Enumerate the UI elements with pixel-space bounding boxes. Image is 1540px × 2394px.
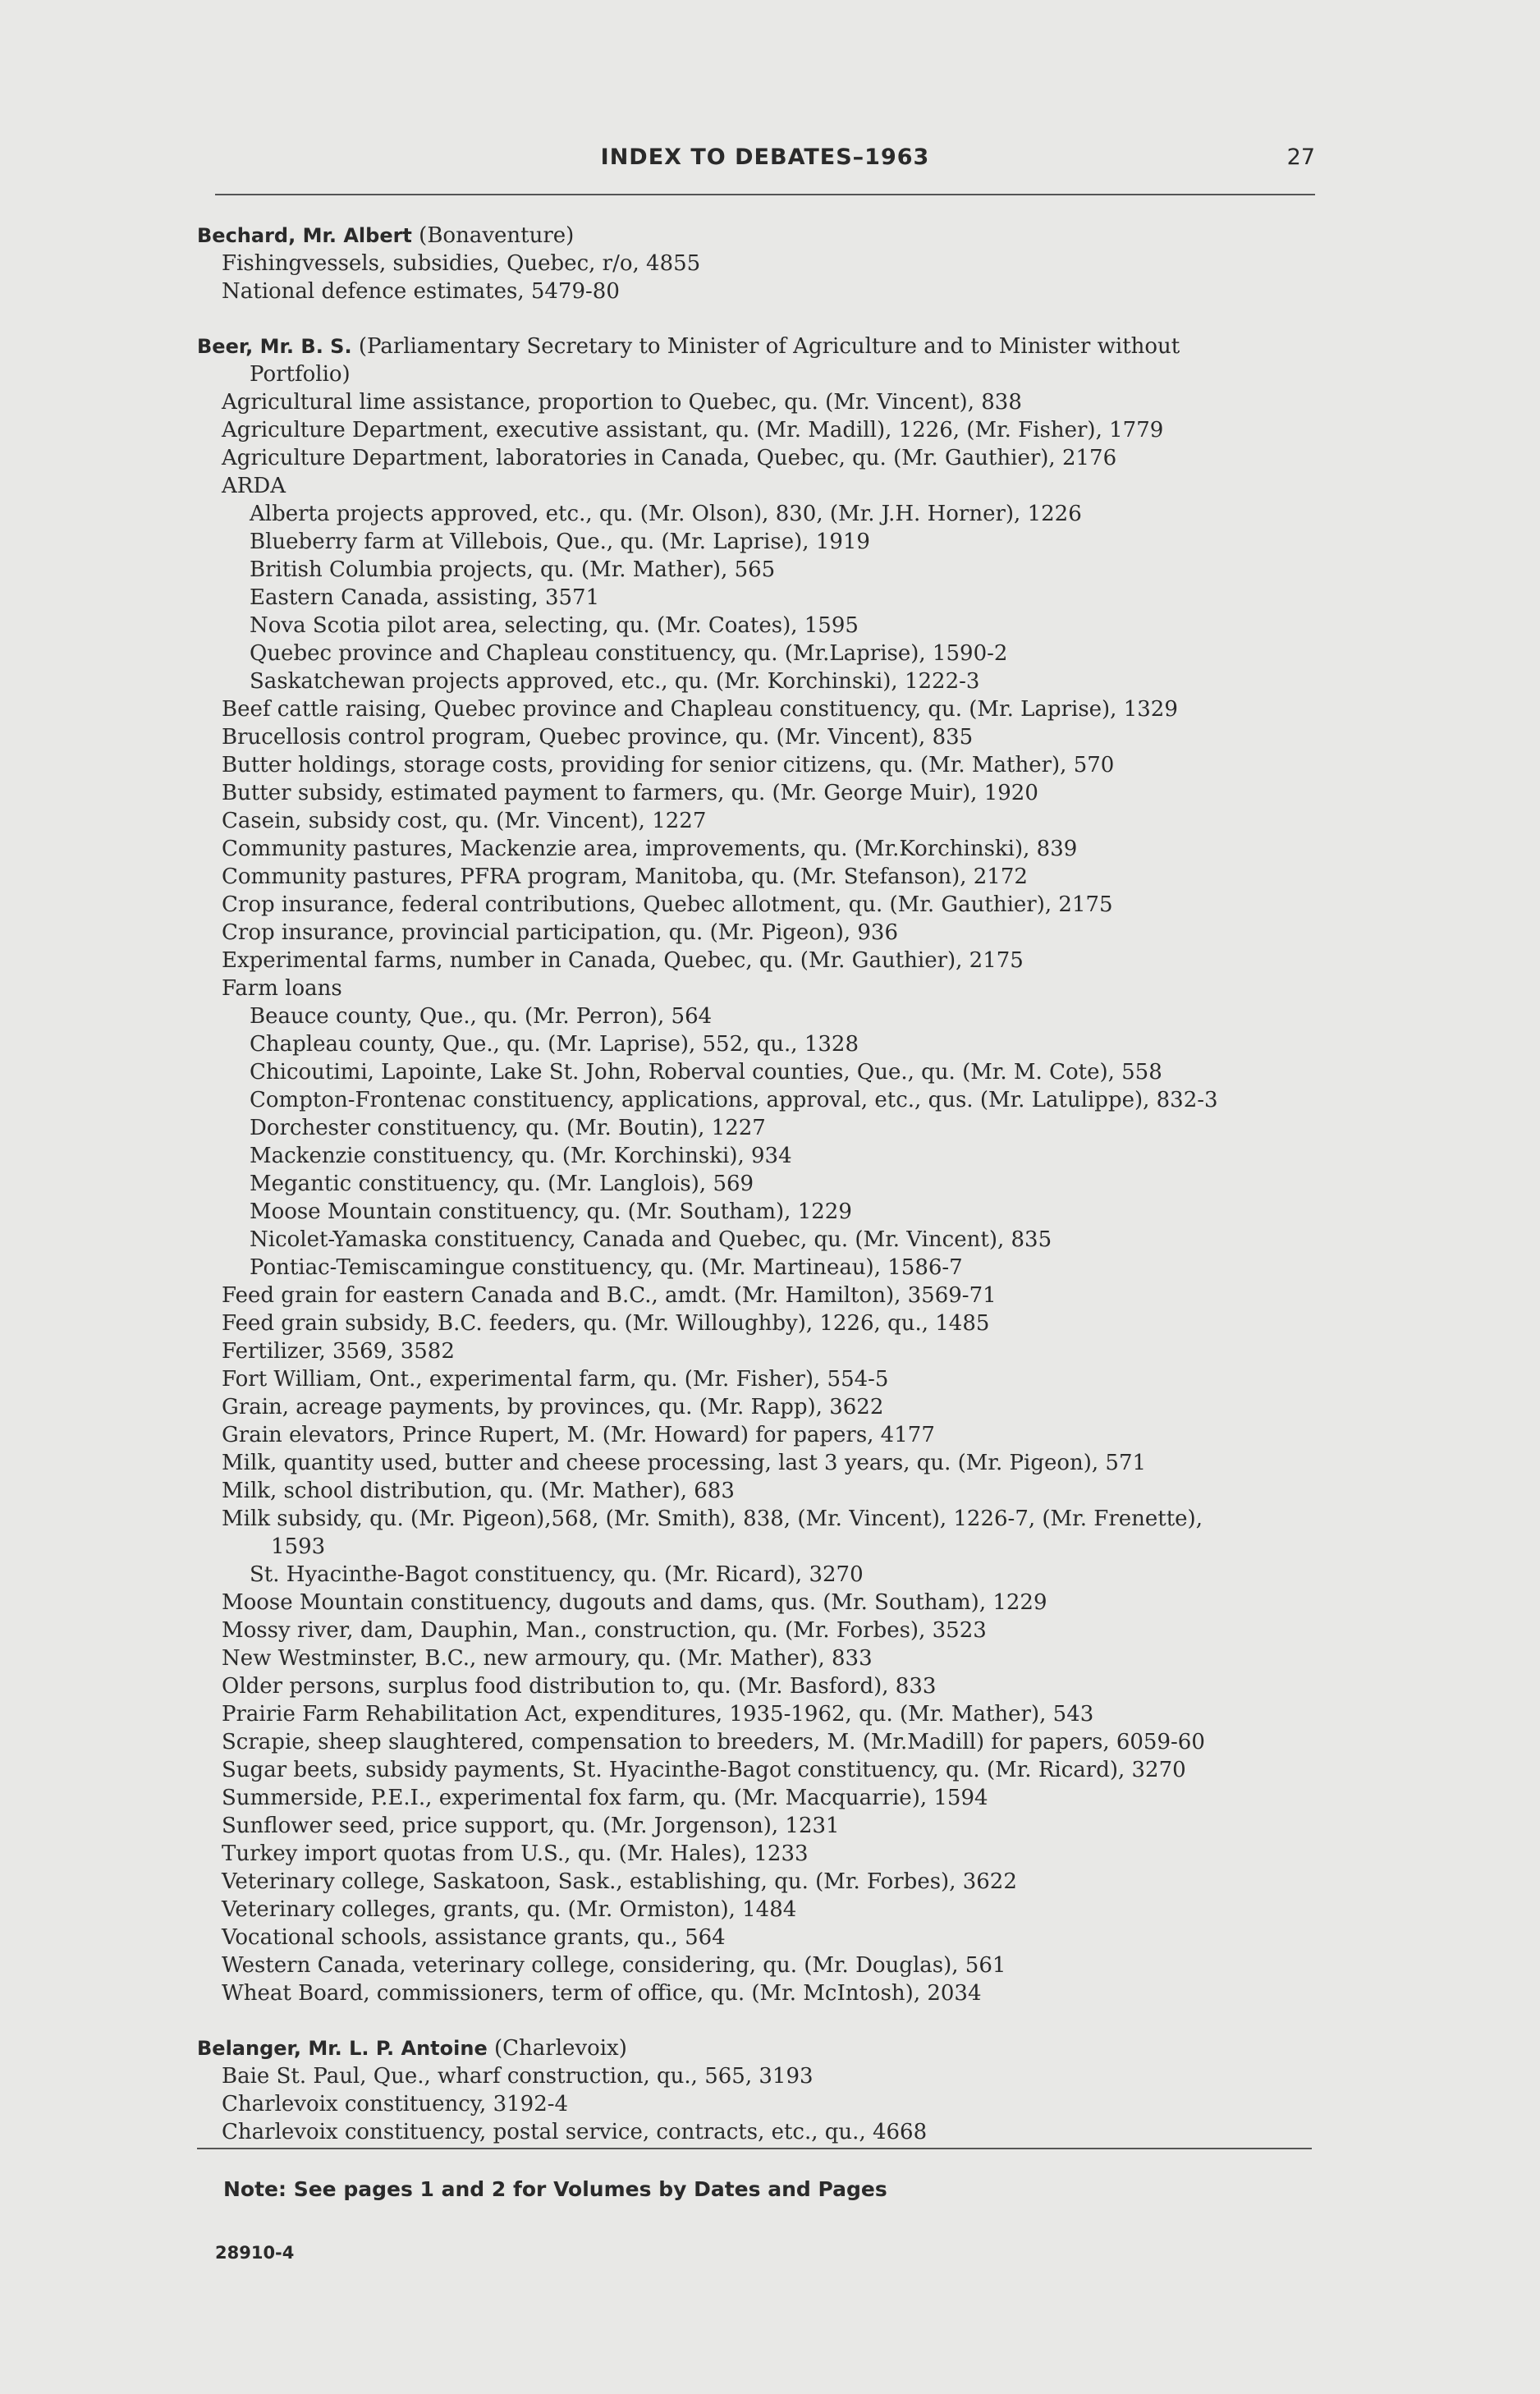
index-subentry: Nova Scotia pilot area, selecting, qu. (Mr. Coates), 1595 [250, 613, 859, 638]
index-entry [197, 2034, 1363, 2146]
index-subentry: Compton-Frontenac constituency, applications, approval, etc., qus. (Mr. Latulippe), 832-3 [250, 1088, 1218, 1112]
entry-heading [197, 332, 1363, 360]
index-subentry: Mackenzie constituency, qu. (Mr. Korchinski), 934 [250, 1144, 792, 1168]
index-subject: National defence estimates, 5479-80 [222, 279, 620, 304]
member-riding: (Bonaventure) [419, 223, 575, 248]
index-subentry: St. Hyacinthe-Bagot constituency, qu. (Mr. Ricard), 3270 [250, 1562, 864, 1587]
index-subject: Fertilizer, 3569, 3582 [222, 1339, 455, 1364]
index-subject: Crop insurance, federal contributions, Quebec allotment, qu. (Mr. Gauthier), 2175 [222, 892, 1113, 917]
footer-note: Note: See pages 1 and 2 for Volumes by Dates and Pages [223, 2177, 887, 2201]
index-subject: Grain, acreage payments, by provinces, qu. (Mr. Rapp), 3622 [222, 1395, 884, 1419]
index-subject: Agriculture Department, laboratories in Canada, Quebec, qu. (Mr. Gauthier), 2176 [222, 446, 1117, 470]
index-subentry: Moose Mountain constituency, qu. (Mr. Southam), 1229 [250, 1199, 852, 1224]
index-subject: Agricultural lime assistance, proportion to Quebec, qu. (Mr. Vincent), 838 [222, 390, 1022, 415]
index-subject: Summerside, P.E.I., experimental fox farm, qu. (Mr. Macquarrie), 1594 [222, 1786, 988, 1810]
index-entry [197, 332, 1363, 2007]
index-subject: ARDA [222, 474, 286, 498]
index-subject: Farm loans [222, 976, 342, 1001]
entry-heading-continuation: Portfolio) [250, 362, 351, 387]
index-subject: New Westminster, B.C., new armoury, qu. (Mr. Mather), 833 [222, 1646, 873, 1671]
index-subject: Western Canada, veterinary college, considering, qu. (Mr. Douglas), 561 [222, 1953, 1006, 1978]
index-subject: Feed grain subsidy, B.C. feeders, qu. (Mr. Willoughby), 1226, qu., 1485 [222, 1311, 990, 1336]
index-subject: Fort William, Ont., experimental farm, qu. (Mr. Fisher), 554-5 [222, 1367, 889, 1392]
index-subject: Fishingvessels, subsidies, Quebec, r/o, 4855 [222, 251, 701, 276]
index-subentry: Pontiac-Temiscamingue constituency, qu. (Mr. Martineau), 1586-7 [250, 1255, 963, 1280]
document-code: 28910-4 [215, 2243, 295, 2263]
footer-divider [197, 2148, 1312, 2149]
index-subentry: Alberta projects approved, etc., qu. (Mr. Olson), 830, (Mr. J.H. Horner), 1226 [250, 502, 1082, 526]
index-subentry: Blueberry farm at Villebois, Que., qu. (Mr. Laprise), 1919 [250, 530, 870, 554]
index-subentry: Saskatchewan projects approved, etc., qu. (Mr. Korchinski), 1222-3 [250, 669, 980, 694]
index-subject: Mossy river, dam, Dauphin, Man., construction, qu. (Mr. Forbes), 3523 [222, 1618, 987, 1643]
index-subject: Experimental farms, number in Canada, Quebec, qu. (Mr. Gauthier), 2175 [222, 948, 1024, 973]
index-subject: Crop insurance, provincial participation, qu. (Mr. Pigeon), 936 [222, 920, 898, 945]
index-subject: Casein, subsidy cost, qu. (Mr. Vincent), 1227 [222, 809, 707, 833]
index-subentry: Quebec province and Chapleau constituency, qu. (Mr.Laprise), 1590-2 [250, 641, 1008, 666]
index-subject: Community pastures, PFRA program, Manitoba, qu. (Mr. Stefanson), 2172 [222, 864, 1028, 889]
index-subject: Community pastures, Mackenzie area, improvements, qu. (Mr.Korchinski), 839 [222, 837, 1078, 861]
header-divider [215, 194, 1315, 195]
index-subentry: British Columbia projects, qu. (Mr. Mather), 565 [250, 557, 776, 582]
member-name: Belanger, Mr. L. P. Antoine [197, 2037, 488, 2060]
index-subject: Butter holdings, storage costs, providing for senior citizens, qu. (Mr. Mather), 570 [222, 753, 1115, 777]
index-subentry: Dorchester constituency, qu. (Mr. Boutin), 1227 [250, 1116, 766, 1140]
entry-heading [197, 222, 1363, 250]
member-name: Bechard, Mr. Albert [197, 224, 412, 247]
index-subject: Grain elevators, Prince Rupert, M. (Mr. Howard) for papers, 4177 [222, 1423, 935, 1447]
index-subject: Scrapie, sheep slaughtered, compensation to breeders, M. (Mr.Madill) for papers, 6059-60 [222, 1730, 1205, 1754]
entry-heading [197, 2034, 1363, 2062]
index-subject: Butter subsidy, estimated payment to farmers, qu. (Mr. George Muir), 1920 [222, 781, 1038, 805]
index-subentry: Chicoutimi, Lapointe, Lake St. John, Roberval counties, Que., qu. (Mr. M. Cote), 558 [250, 1060, 1162, 1085]
index-subject: Older persons, surplus food distribution to, qu. (Mr. Basford), 833 [222, 1674, 937, 1699]
index-subject: Brucellosis control program, Quebec province, qu. (Mr. Vincent), 835 [222, 725, 974, 750]
index-entry [197, 222, 1363, 305]
index-subentry: Chapleau county, Que., qu. (Mr. Laprise), 552, qu., 1328 [250, 1032, 859, 1057]
index-subject: Vocational schools, assistance grants, qu., 564 [222, 1925, 726, 1950]
member-riding: (Charlevoix) [493, 2036, 627, 2061]
index-subentry: Eastern Canada, assisting, 3571 [250, 585, 600, 610]
index-subject: Milk, quantity used, butter and cheese processing, last 3 years, qu. (Mr. Pigeon), 571 [222, 1451, 1147, 1475]
index-subject: Baie St. Paul, Que., wharf construction, qu., 565, 3193 [222, 2064, 814, 2089]
index-subject: Charlevoix constituency, postal service, contracts, etc., qu., 4668 [222, 2120, 928, 2144]
index-subject: Turkey import quotas from U.S., qu. (Mr. Hales), 1233 [222, 1841, 809, 1866]
index-subentry: Beauce county, Que., qu. (Mr. Perron), 564 [250, 1004, 713, 1029]
index-subject: Feed grain for eastern Canada and B.C., amdt. (Mr. Hamilton), 3569-71 [222, 1283, 997, 1308]
index-subject: Veterinary colleges, grants, qu. (Mr. Ormiston), 1484 [222, 1897, 797, 1922]
member-riding: (Parliamentary Secretary to Minister of Agriculture and to Minister without [358, 334, 1180, 359]
index-subject: Moose Mountain constituency, dugouts and dams, qus. (Mr. Southam), 1229 [222, 1590, 1047, 1615]
index-subject: Beef cattle raising, Quebec province and Chapleau constituency, qu. (Mr. Laprise), 1329 [222, 697, 1178, 722]
index-subentry: Megantic constituency, qu. (Mr. Langlois), 569 [250, 1172, 754, 1196]
index-entries [197, 222, 1363, 2173]
index-subject: Milk subsidy, qu. (Mr. Pigeon),568, (Mr. Smith), 838, (Mr. Vincent), 1226-7, (Mr. Frenette), [222, 1507, 1203, 1531]
member-name: Beer, Mr. B. S. [197, 335, 352, 358]
index-subject: Sunflower seed, price support, qu. (Mr. Jorgenson), 1231 [222, 1814, 840, 1838]
index-subject: 1593 [271, 1534, 326, 1559]
index-subject: Agriculture Department, executive assistant, qu. (Mr. Madill), 1226, (Mr. Fisher), 1779 [222, 418, 1164, 443]
page-header [215, 144, 1315, 184]
index-subject: Wheat Board, commissioners, term of office, qu. (Mr. McIntosh), 2034 [222, 1981, 982, 2006]
index-subject: Veterinary college, Saskatoon, Sask., establishing, qu. (Mr. Forbes), 3622 [222, 1869, 1017, 1894]
index-subject: Sugar beets, subsidy payments, St. Hyacinthe-Bagot constituency, qu. (Mr. Ricard), 3270 [222, 1758, 1186, 1782]
page-title: INDEX TO DEBATES–1963 [600, 144, 930, 170]
page-number: 27 [1286, 144, 1315, 170]
index-subentry: Nicolet-Yamaska constituency, Canada and Quebec, qu. (Mr. Vincent), 835 [250, 1227, 1052, 1252]
index-subject: Charlevoix constituency, 3192-4 [222, 2092, 569, 2117]
index-subject: Prairie Farm Rehabilitation Act, expenditures, 1935-1962, qu. (Mr. Mather), 543 [222, 1702, 1094, 1727]
index-subject: Milk, school distribution, qu. (Mr. Mather), 683 [222, 1479, 735, 1503]
